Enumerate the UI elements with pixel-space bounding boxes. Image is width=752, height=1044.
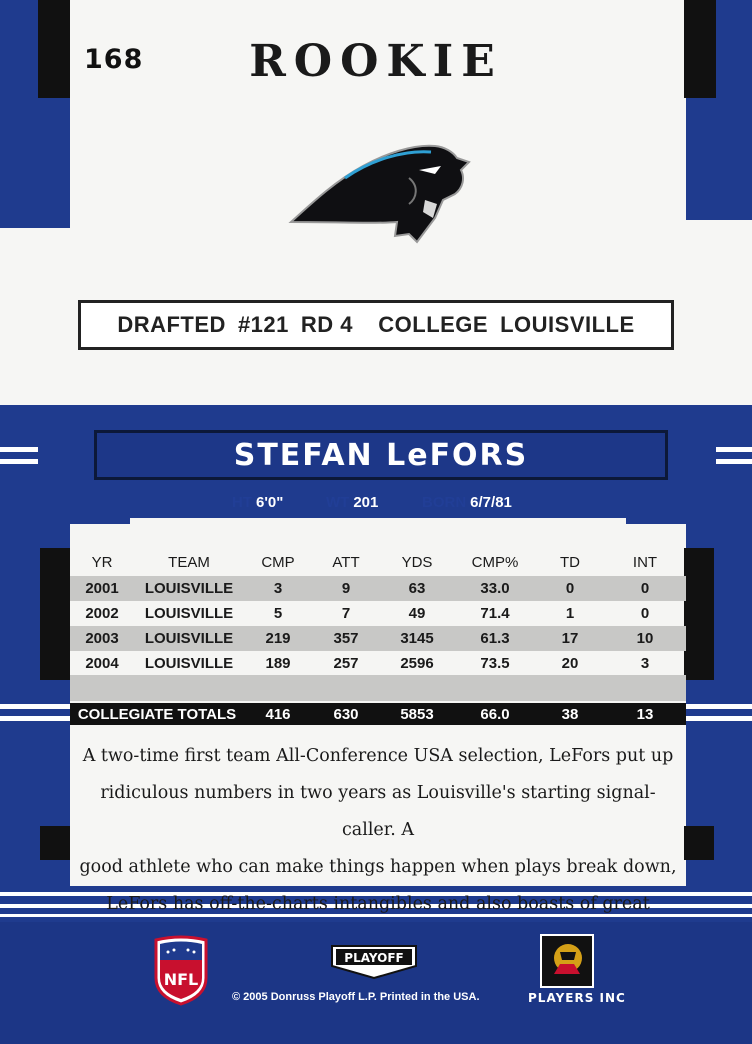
stat-cell: 71.4 — [480, 605, 510, 622]
card-number: 168 — [84, 44, 144, 75]
stat-cell: 9 — [312, 576, 380, 601]
total-cell: 416 — [265, 705, 291, 723]
stat-cell: 10 — [604, 626, 686, 651]
college-name: LOUISVILLE — [500, 312, 635, 337]
vitals-born — [422, 494, 512, 511]
col-header: TD — [560, 553, 580, 571]
stat-cell: 2001 — [70, 576, 134, 601]
stat-cell: 49 — [408, 605, 426, 622]
weight-label: WT — [326, 494, 350, 511]
bio-line: good athlete who can make things happen when plays break down, — [79, 857, 677, 877]
stripe — [0, 459, 38, 464]
right-black-block — [684, 826, 714, 860]
stat-cell: 2596 — [400, 655, 434, 672]
bio-line: A two-time first team All-Conference USA selection, LeFors put up — [82, 746, 674, 766]
table-row — [70, 626, 686, 651]
playoff-logo-text: PLAYOFF — [344, 951, 404, 965]
stat-cell: LOUISVILLE — [134, 576, 244, 601]
vitals-height — [232, 494, 283, 511]
players-inc-text: PLAYERS INC — [528, 991, 626, 1005]
rookie-banner: ROOKIE — [249, 36, 503, 87]
stat-cell: 33.0 — [454, 576, 536, 601]
bio-line: ridiculous numbers in two years as Louisville's starting signal-caller. A — [100, 783, 656, 840]
copyright-text: © 2005 Donruss Playoff L.P. Printed in the USA. — [232, 991, 480, 1003]
stat-cell: 63 — [380, 576, 454, 601]
right-black-block — [684, 548, 714, 680]
stat-cell: 3 — [244, 576, 312, 601]
col-header: CMP% — [471, 553, 519, 571]
left-black-block — [40, 548, 70, 680]
stripe — [0, 716, 70, 721]
stat-cell: LOUISVILLE — [134, 626, 244, 651]
totals-row — [70, 703, 686, 725]
total-cell: 38 — [561, 705, 579, 723]
stat-cell: 20 — [561, 655, 579, 672]
height-label: HT — [232, 494, 252, 511]
totals-label: COLLEGIATE TOTALS — [77, 705, 237, 723]
stat-cell: 0 — [604, 576, 686, 601]
born-label: BORN — [422, 494, 467, 511]
height-value: 6'0" — [256, 494, 284, 511]
left-black-block — [40, 826, 70, 860]
stripe — [0, 704, 70, 709]
col-header: INT — [632, 553, 658, 571]
stat-cell: 3 — [640, 655, 650, 672]
total-cell: 630 — [333, 705, 359, 723]
nfl-shield-icon — [152, 934, 210, 1006]
stat-cell: 73.5 — [480, 655, 510, 672]
stripe — [0, 447, 38, 452]
vitals-weight — [326, 494, 378, 511]
stats-empty-row — [70, 675, 686, 701]
draft-info-box — [78, 300, 674, 350]
bio-line: LeFors has off-the-charts intangibles and also boasts of great — [106, 894, 650, 914]
stat-cell: 61.3 — [454, 626, 536, 651]
stat-cell: 257 — [333, 655, 359, 672]
stat-cell: 357 — [312, 626, 380, 651]
table-row — [70, 576, 686, 601]
stripe — [716, 447, 752, 452]
stat-cell: 219 — [244, 626, 312, 651]
total-cell: 13 — [636, 705, 654, 723]
draft-round: RD 4 — [300, 312, 354, 337]
stat-cell: LOUISVILLE — [144, 655, 234, 672]
stats-header-row — [70, 548, 686, 576]
stat-cell: 7 — [341, 605, 351, 622]
table-row — [70, 651, 686, 676]
stat-cell: 5 — [273, 605, 283, 622]
stat-cell: LOUISVILLE — [144, 605, 234, 622]
panther-logo-icon — [285, 138, 475, 248]
drafted-label: DRAFTED — [117, 312, 226, 337]
players-inc-logo-icon — [540, 934, 594, 988]
stat-cell: 2004 — [85, 655, 119, 672]
stat-cell: 189 — [265, 655, 291, 672]
stat-cell: 2002 — [85, 605, 119, 622]
stats-table — [70, 548, 686, 676]
col-header: YDS — [401, 553, 433, 571]
stat-cell: 1 — [565, 605, 575, 622]
total-cell: 5853 — [400, 705, 434, 723]
stripe — [686, 704, 752, 709]
col-header: ATT — [332, 553, 360, 571]
total-cell: 66.0 — [480, 705, 510, 723]
playoff-logo-icon — [330, 940, 418, 980]
stat-cell: 17 — [536, 626, 604, 651]
stat-cell: 0 — [640, 605, 650, 622]
col-header: CMP — [261, 553, 295, 571]
draft-pick: #121 — [237, 312, 289, 337]
weight-value: 201 — [353, 494, 379, 511]
totals-table — [70, 703, 686, 725]
stat-cell: 3145 — [380, 626, 454, 651]
stat-cell: 0 — [536, 576, 604, 601]
stat-cell: 2003 — [70, 626, 134, 651]
table-row — [70, 601, 686, 626]
stripe — [716, 459, 752, 464]
player-name: STEFAN LeFORS — [94, 430, 668, 480]
stripe — [686, 716, 752, 721]
born-value: 6/7/81 — [470, 494, 512, 511]
col-header: TEAM — [168, 553, 210, 571]
nfl-logo-text: NFL — [163, 970, 199, 989]
col-header: YR — [91, 553, 113, 571]
college-label: COLLEGE — [378, 312, 489, 337]
